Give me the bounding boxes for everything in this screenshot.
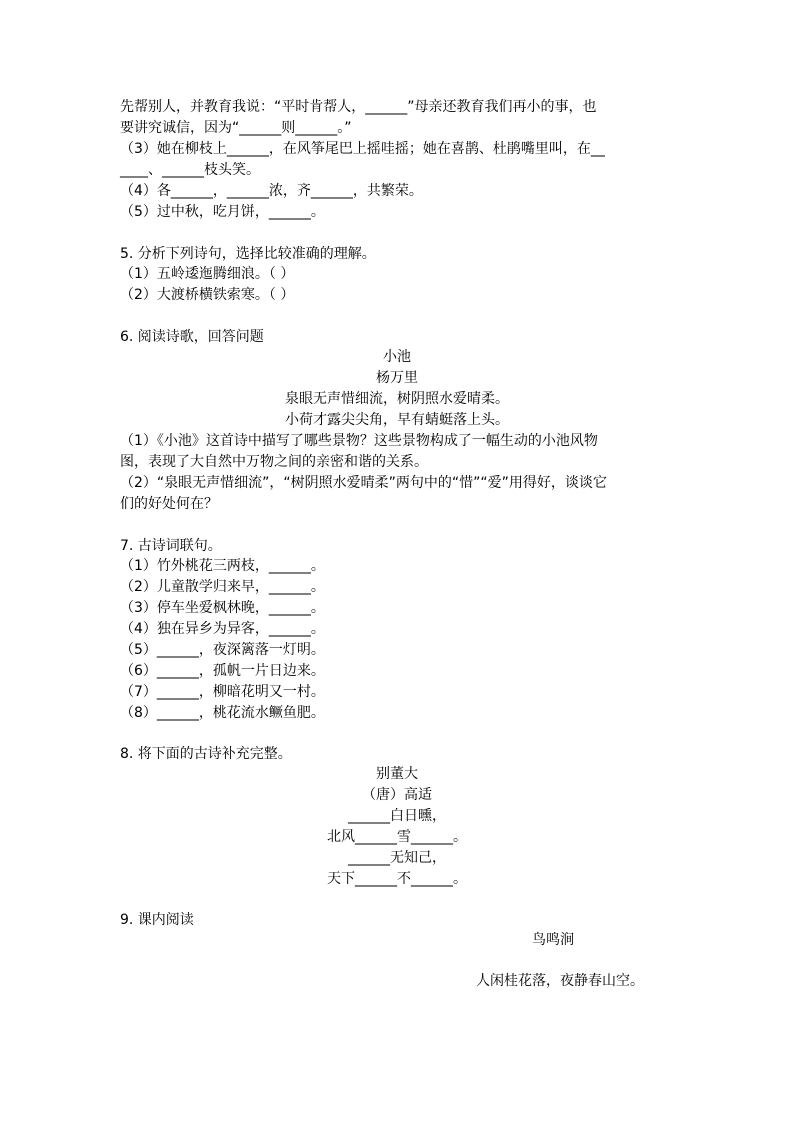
q8-poem-line-1: ______白日曛， bbox=[348, 808, 446, 824]
q7-item: （7）______，柳暗花明又一村。 bbox=[120, 684, 325, 700]
q4-line-2: 要讲究诚信，因为“______则______。” bbox=[120, 120, 352, 136]
q5-item-1: （1）五岭逶迤腾细浪。（ ） bbox=[120, 266, 295, 282]
q9-poem-line-1: 人闲桂花落，夜静春山空。 bbox=[476, 973, 644, 989]
q7-title: 7. 古诗词联句。 bbox=[120, 538, 222, 554]
q6-poem-line-1: 泉眼无声惜细流，树阴照水爱晴柔。 bbox=[285, 391, 509, 407]
q7-item: （8）______，桃花流水鳜鱼肥。 bbox=[120, 705, 325, 721]
q8-poem-title: 别董大 bbox=[376, 766, 418, 782]
q4-line-4: ____、______枝头笑。 bbox=[120, 162, 260, 178]
q8-poem-line-4: 天下______不______。 bbox=[327, 871, 467, 887]
q6-poem-line-2: 小荷才露尖尖角，早有蜻蜓落上头。 bbox=[285, 412, 509, 428]
q4-line-1: 先帮别人，并教育我说：“平时肯帮人，______”母亲还教育我们再小的事，也 bbox=[120, 99, 597, 115]
q4-line-3: （3）她在柳枝上______，在风筝尾巴上摇哇摇；她在喜鹊、杜鹃嘴里叫，在__ bbox=[120, 141, 605, 157]
q6-sub-2-line-a: （2）“泉眼无声惜细流”，“树阴照水爱晴柔”两句中的“惜”“爱”用得好，谈谈它 bbox=[120, 475, 607, 491]
q8-title: 8. 将下面的古诗补充完整。 bbox=[120, 746, 292, 762]
q8-poem-line-3: ______无知己， bbox=[348, 850, 446, 866]
q8-poem-line-2: 北风______雪______。 bbox=[327, 829, 467, 845]
q5-title: 5. 分析下列诗句，选择比较准确的理解。 bbox=[120, 246, 376, 262]
q7-item: （6）______，孤帆一片日边来。 bbox=[120, 663, 325, 679]
q7-item: （2）儿童散学归来早，______。 bbox=[120, 579, 325, 595]
q7-item: （4）独在异乡为异客，______。 bbox=[120, 621, 325, 637]
q7-item: （1）竹外桃花三两枝，______。 bbox=[120, 558, 325, 574]
q6-sub-1-line-b: 图，表现了大自然中万物之间的亲密和谐的关系。 bbox=[120, 454, 428, 470]
q9-poem-title: 鸟鸣涧 bbox=[532, 932, 574, 948]
q5-item-2: （2）大渡桥横铁索寒。（ ） bbox=[120, 287, 295, 303]
q6-sub-2-line-b: 们的好处何在？ bbox=[120, 496, 218, 512]
q7-item: （5）______，夜深篱落一灯明。 bbox=[120, 642, 325, 658]
q4-line-6: （5）过中秋，吃月饼，______。 bbox=[120, 204, 325, 220]
q6-title: 6. 阅读诗歌，回答问题 bbox=[120, 329, 264, 345]
q7-item: （3）停车坐爱枫林晚，______。 bbox=[120, 600, 325, 616]
q6-sub-1-line-a: （1）《小池》这首诗中描写了哪些景物？这些景物构成了一幅生动的小池风物 bbox=[120, 433, 598, 449]
q6-poem-title: 小池 bbox=[383, 349, 411, 365]
q8-poet: （唐）高适 bbox=[362, 787, 432, 803]
q9-title: 9. 课内阅读 bbox=[120, 912, 194, 928]
q4-line-5: （4）各______，______浓，齐______，共繁荣。 bbox=[120, 183, 423, 199]
q6-poet: 杨万里 bbox=[376, 370, 418, 386]
